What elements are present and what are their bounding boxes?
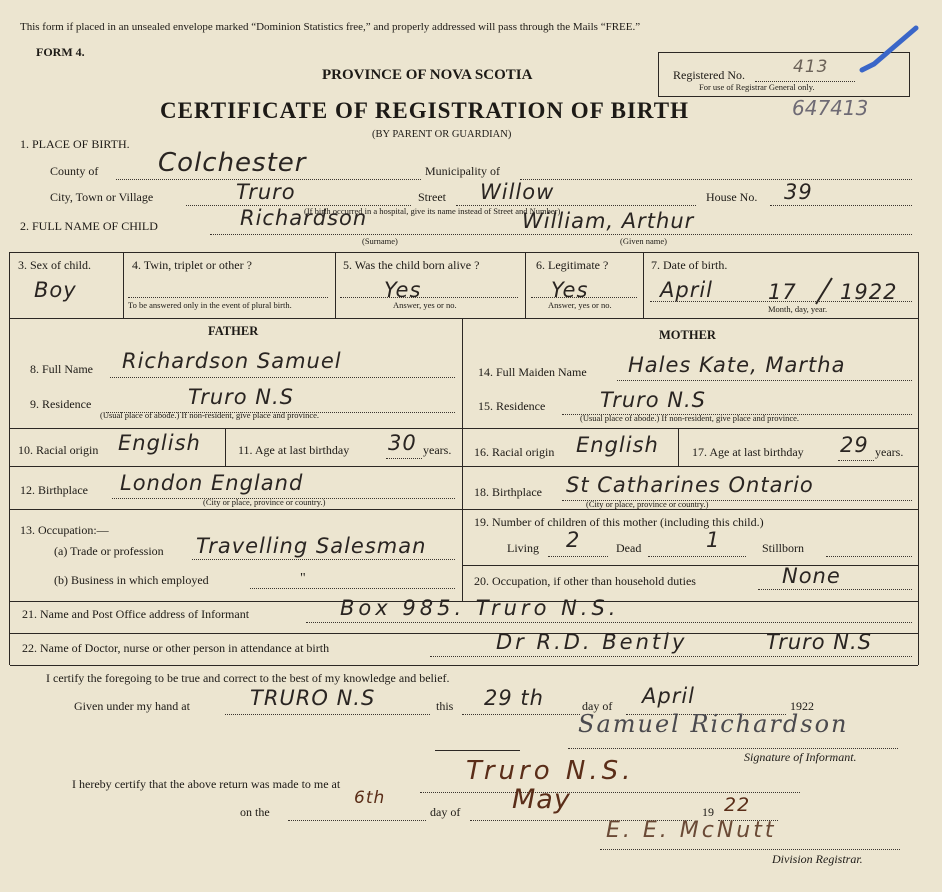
business-ditto: " xyxy=(300,571,306,586)
date-of-birth-day: 17 xyxy=(768,280,797,304)
father-heading: FATHER xyxy=(208,324,259,338)
mother-age: 29 xyxy=(840,433,869,457)
father-birthplace: London England xyxy=(120,471,304,495)
father-residence-label: 9. Residence xyxy=(30,397,92,411)
registration-side-number: 647413 xyxy=(792,96,869,120)
given-place: TRURO N.S xyxy=(250,686,376,710)
registrar-month: May xyxy=(512,784,571,815)
place-of-birth-heading: 1. PLACE OF BIRTH. xyxy=(20,137,130,151)
date-of-birth-year: 1922 xyxy=(840,280,898,304)
date-of-birth-month: April xyxy=(660,278,713,302)
mailing-notice: This form if placed in an unsealed envelope marked “Dominion Statistics free,” and properly addressed will pass through the Mails “FREE.” xyxy=(20,21,641,33)
certification-statement: I certify the foregoing to be true and correct to the best of my knowledge and belief. xyxy=(46,671,450,685)
father-name-label: 8. Full Name xyxy=(30,362,93,376)
informant-signature-label: Signature of Informant. xyxy=(744,750,857,764)
doctor-place: Truro N.S xyxy=(766,630,873,654)
date-of-birth-label: 7. Date of birth. xyxy=(651,258,728,272)
doctor-name: Dr R.D. Bently xyxy=(496,630,688,654)
sex-value: Boy xyxy=(34,278,77,302)
city-label: City, Town or Village xyxy=(50,190,154,204)
sex-label: 3. Sex of child. xyxy=(18,258,91,272)
living-label: Living xyxy=(507,541,539,555)
given-month: April xyxy=(642,684,695,708)
children-count-label: 19. Number of children of this mother (including this child.) xyxy=(474,515,764,529)
dead-label: Dead xyxy=(616,541,642,555)
stillborn-label: Stillborn xyxy=(762,541,805,555)
child-name-label: 2. FULL NAME OF CHILD xyxy=(20,219,158,233)
mother-age-label: 17. Age at last birthday xyxy=(692,445,804,459)
county-value: Colchester xyxy=(158,148,307,178)
informant-signature: Samuel Richardson xyxy=(578,710,849,738)
certificate-subtitle: (BY PARENT OR GUARDIAN) xyxy=(372,129,512,140)
father-age-unit: years. xyxy=(423,443,452,457)
house-value: 39 xyxy=(784,180,813,204)
certificate-title: CERTIFICATE OF REGISTRATION OF BIRTH xyxy=(160,98,689,123)
father-name: Richardson Samuel xyxy=(122,349,342,373)
mother-birthplace-note: (City or place, province or country.) xyxy=(586,499,709,509)
form-number: FORM 4. xyxy=(36,45,85,59)
informant-label: 21. Name and Post Office address of Informant xyxy=(22,607,250,621)
children-dead: 1 xyxy=(706,528,721,552)
legitimate-value: Yes xyxy=(551,278,589,302)
province-heading: PROVINCE OF NOVA SCOTIA xyxy=(322,67,533,83)
mother-birthplace: St Catharines Ontario xyxy=(566,473,814,497)
registrar-statement: I hereby certify that the above return was made to me at xyxy=(72,777,341,791)
blue-check-mark xyxy=(856,20,926,80)
city-value: Truro xyxy=(236,180,296,204)
father-residence: Truro N.S xyxy=(188,385,295,409)
street-value: Willow xyxy=(480,180,555,204)
mother-racial-origin-label: 16. Racial origin xyxy=(474,445,555,459)
registrar-signature: E. E. McNutt xyxy=(606,818,777,843)
given-day-of-label: day of xyxy=(582,699,613,713)
mother-heading: MOTHER xyxy=(659,328,716,342)
legitimate-note: Answer, yes or no. xyxy=(548,300,612,310)
this-label: this xyxy=(436,699,454,713)
given-year: 1922 xyxy=(790,699,814,713)
father-racial-origin-label: 10. Racial origin xyxy=(18,443,99,457)
house-label: House No. xyxy=(706,190,758,204)
father-occupation-label: 13. Occupation:— xyxy=(20,523,109,537)
registered-number: 413 xyxy=(793,57,829,77)
registrar-day: 6th xyxy=(354,788,386,808)
legitimate-label: 6. Legitimate ? xyxy=(536,258,609,272)
given-name-note: (Given name) xyxy=(620,236,667,246)
doctor-label: 22. Name of Doctor, nurse or other person in attendance at birth xyxy=(22,641,330,655)
children-living: 2 xyxy=(566,528,581,552)
mother-residence-label: 15. Residence xyxy=(478,399,546,413)
given-day: 29 th xyxy=(484,686,544,710)
mother-occupation: None xyxy=(782,564,841,588)
mother-name-label: 14. Full Maiden Name xyxy=(478,365,587,379)
born-alive-note: Answer, yes or no. xyxy=(393,300,457,310)
registrar-year-prefix: 19 xyxy=(702,805,714,819)
trade-label: (a) Trade or profession xyxy=(54,544,164,558)
child-surname: Richardson xyxy=(240,206,368,230)
date-of-birth-note: Month, day, year. xyxy=(768,304,828,314)
county-label: County of xyxy=(50,164,99,178)
informant-address: Box 985. Truro N.S. xyxy=(340,596,620,620)
registered-label: Registered No. xyxy=(673,68,745,82)
father-trade: Travelling Salesman xyxy=(196,534,427,558)
mother-occupation-label: 20. Occupation, if other than household duties xyxy=(474,574,696,588)
registrar-year-suffix: 22 xyxy=(724,794,751,816)
mother-maiden-name: Hales Kate, Martha xyxy=(628,353,846,377)
registrar-signature-label: Division Registrar. xyxy=(772,852,863,866)
registrar-on-label: on the xyxy=(240,805,270,819)
father-residence-note: (Usual place of abode.) If non-resident, give place and province. xyxy=(100,410,320,420)
mother-birthplace-label: 18. Birthplace xyxy=(474,485,542,499)
registered-note: For use of Registrar General only. xyxy=(699,82,815,92)
hospital-note: (If birth occurred in a hospital, give its name instead of Street and Number) xyxy=(304,206,561,216)
mother-residence-note: (Usual place of abode.) If non-resident, give place and province. xyxy=(580,413,800,423)
twin-note: To be answered only in the event of plural birth. xyxy=(128,300,292,310)
registrar-place: Truro N.S. xyxy=(466,756,635,786)
mother-racial-origin: English xyxy=(576,433,659,457)
father-age-label: 11. Age at last birthday xyxy=(238,443,350,457)
twin-label: 4. Twin, triplet or other ? xyxy=(132,258,252,272)
street-label: Street xyxy=(418,190,446,204)
father-racial-origin: English xyxy=(118,431,201,455)
born-alive-value: Yes xyxy=(384,278,422,302)
father-birthplace-note: (City or place, province or country.) xyxy=(203,497,326,507)
father-age: 30 xyxy=(388,431,417,455)
born-alive-label: 5. Was the child born alive ? xyxy=(343,258,480,272)
municipality-label: Municipality of xyxy=(425,164,500,178)
given-under-label: Given under my hand at xyxy=(74,699,190,713)
date-separator-slash xyxy=(812,276,836,306)
father-birthplace-label: 12. Birthplace xyxy=(20,483,88,497)
mother-age-unit: years. xyxy=(875,445,904,459)
mother-residence: Truro N.S xyxy=(600,388,707,412)
surname-note: (Surname) xyxy=(362,236,398,246)
child-given-names: William, Arthur xyxy=(522,209,695,233)
business-label: (b) Business in which employed xyxy=(54,573,209,587)
registrar-day-of-label: day of xyxy=(430,805,461,819)
